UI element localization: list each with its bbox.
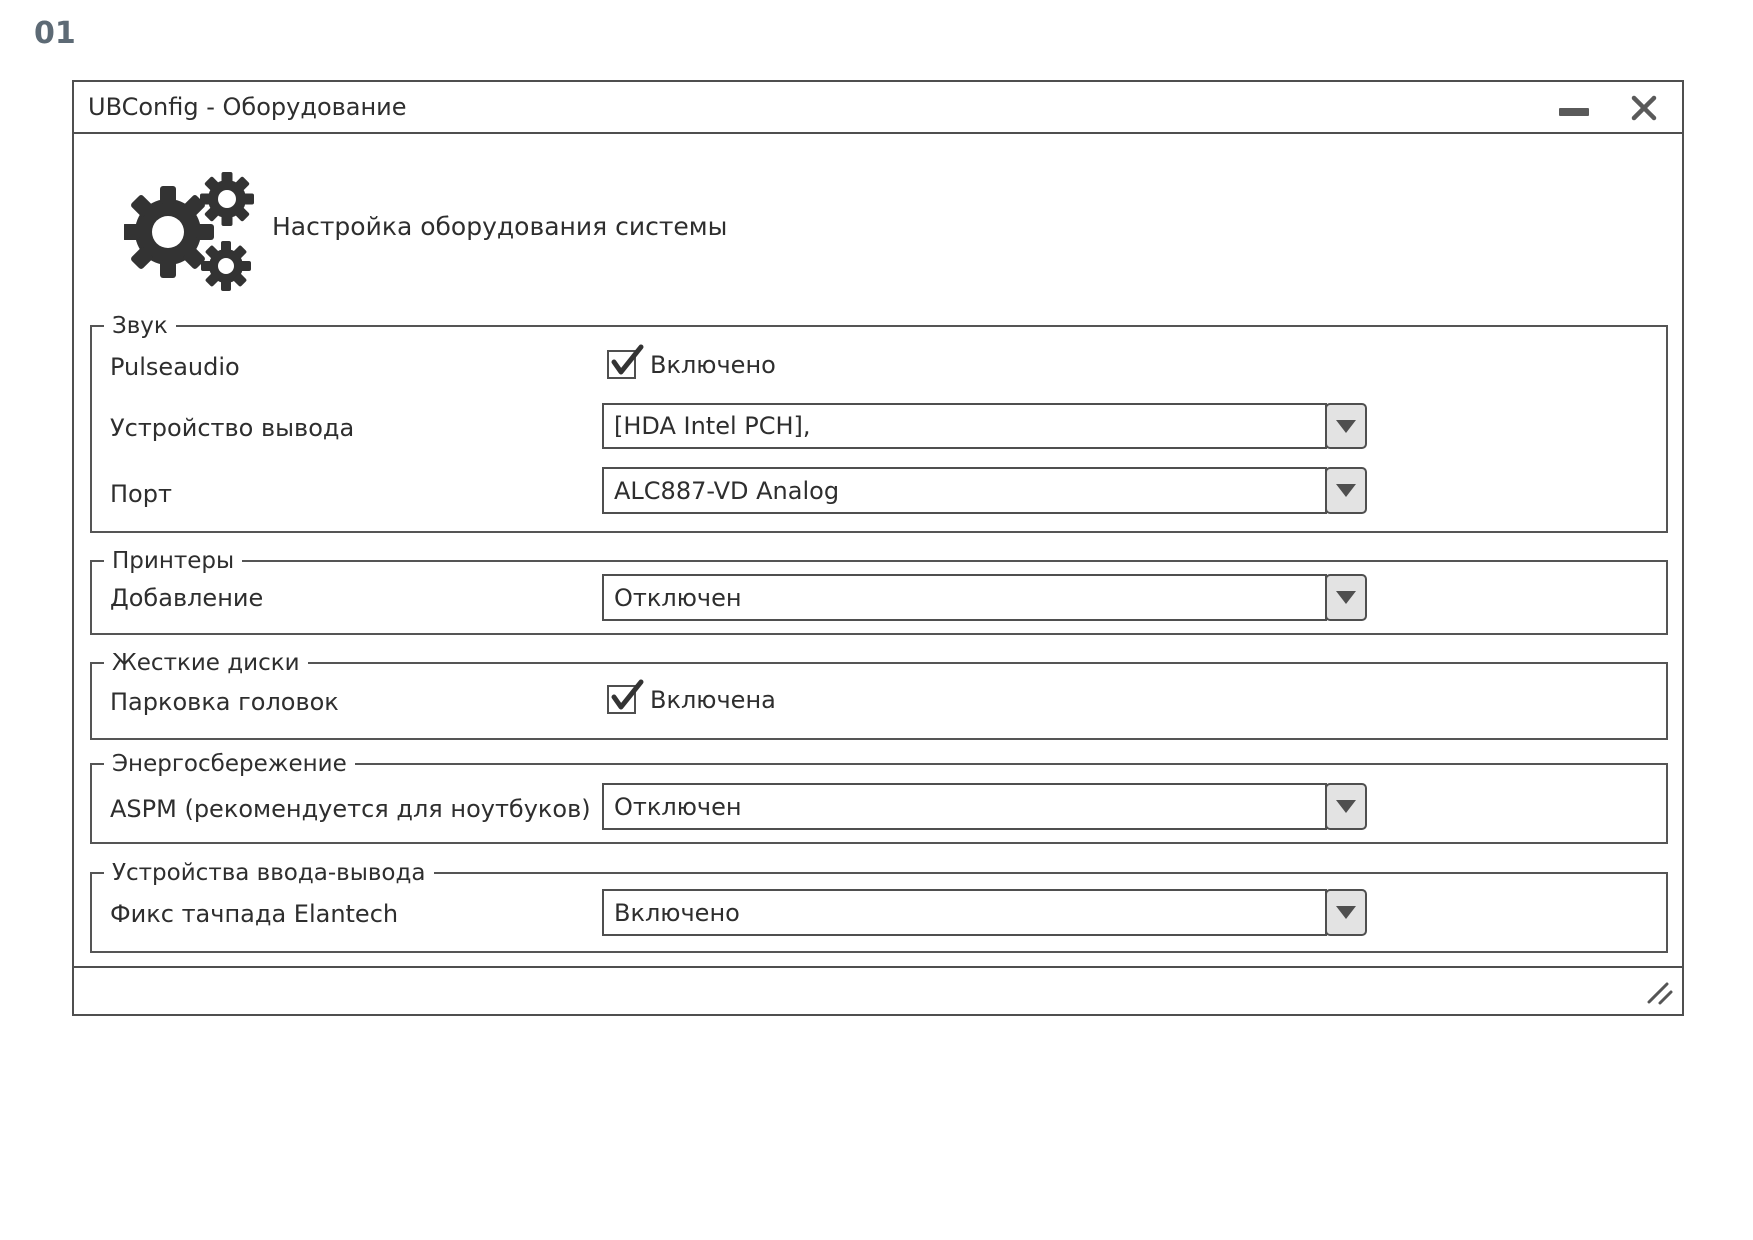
output-device-dropdown: [602, 403, 1367, 449]
minimize-icon[interactable]: [1559, 108, 1589, 116]
group-power-saving-legend: Энергосбережение: [104, 750, 355, 778]
elantech-fix-dropdown-button[interactable]: [1325, 889, 1367, 936]
status-bar: [74, 966, 1682, 1014]
pulseaudio-checkbox-label: Включено: [650, 350, 776, 379]
elantech-fix-label: Фикс тачпада Elantech: [110, 900, 399, 928]
group-printers-legend: Принтеры: [104, 547, 242, 575]
group-power-saving: [90, 751, 1668, 844]
group-io-devices: [90, 860, 1668, 953]
group-printers: [90, 548, 1668, 635]
head-parking-checkbox-row: [607, 685, 776, 714]
aspm-dropdown: [602, 783, 1367, 830]
pulseaudio-label: Pulseaudio: [110, 353, 240, 381]
chevron-down-icon: [1336, 484, 1356, 497]
chevron-down-icon: [1336, 591, 1356, 604]
group-hard-disks: [90, 650, 1668, 740]
printers-add-dropdown-button[interactable]: [1325, 574, 1367, 621]
chevron-down-icon: [1336, 906, 1356, 919]
page-title: Настройка оборудования системы: [272, 212, 728, 241]
port-dropdown-button[interactable]: [1325, 467, 1367, 514]
gears-icon: [124, 170, 256, 294]
port-label: Порт: [110, 480, 172, 508]
output-device-dropdown-button[interactable]: [1325, 403, 1367, 449]
head-parking-checkbox[interactable]: [607, 685, 636, 714]
pulseaudio-checkbox-row: [607, 350, 776, 379]
group-sound-legend: Звук: [104, 312, 176, 340]
window-title: UBConfig - Оборудование: [88, 93, 407, 121]
port-value[interactable]: ALC887-VD Analog: [602, 467, 1327, 514]
head-parking-checkbox-label: Включена: [650, 685, 776, 714]
elantech-fix-dropdown: [602, 889, 1367, 936]
printers-add-dropdown: [602, 574, 1367, 621]
head-parking-label: Парковка головок: [110, 688, 339, 716]
aspm-dropdown-button[interactable]: [1325, 783, 1367, 830]
slide-number: 01: [34, 16, 76, 51]
resize-grip-icon[interactable]: [1646, 980, 1674, 1006]
group-sound: [90, 313, 1668, 533]
output-device-label: Устройство вывода: [110, 414, 355, 442]
output-device-value[interactable]: [HDA Intel PCH],: [602, 403, 1327, 449]
group-io-devices-legend: Устройства ввода-вывода: [104, 859, 434, 887]
printers-add-label: Добавление: [110, 584, 264, 612]
aspm-value[interactable]: Отключен: [602, 783, 1327, 830]
port-dropdown: [602, 467, 1367, 514]
chevron-down-icon: [1336, 420, 1356, 433]
close-icon[interactable]: [1628, 92, 1660, 124]
chevron-down-icon: [1336, 800, 1356, 813]
group-hard-disks-legend: Жесткие диски: [104, 649, 308, 677]
aspm-label: ASPM (рекомендуется для ноутбуков): [110, 795, 591, 823]
elantech-fix-value[interactable]: Включено: [602, 889, 1327, 936]
checkmark-icon: [607, 342, 647, 382]
app-window: [72, 80, 1684, 1016]
checkmark-icon: [607, 677, 647, 717]
pulseaudio-checkbox[interactable]: [607, 350, 636, 379]
printers-add-value[interactable]: Отключен: [602, 574, 1327, 621]
title-bar[interactable]: [74, 82, 1682, 134]
